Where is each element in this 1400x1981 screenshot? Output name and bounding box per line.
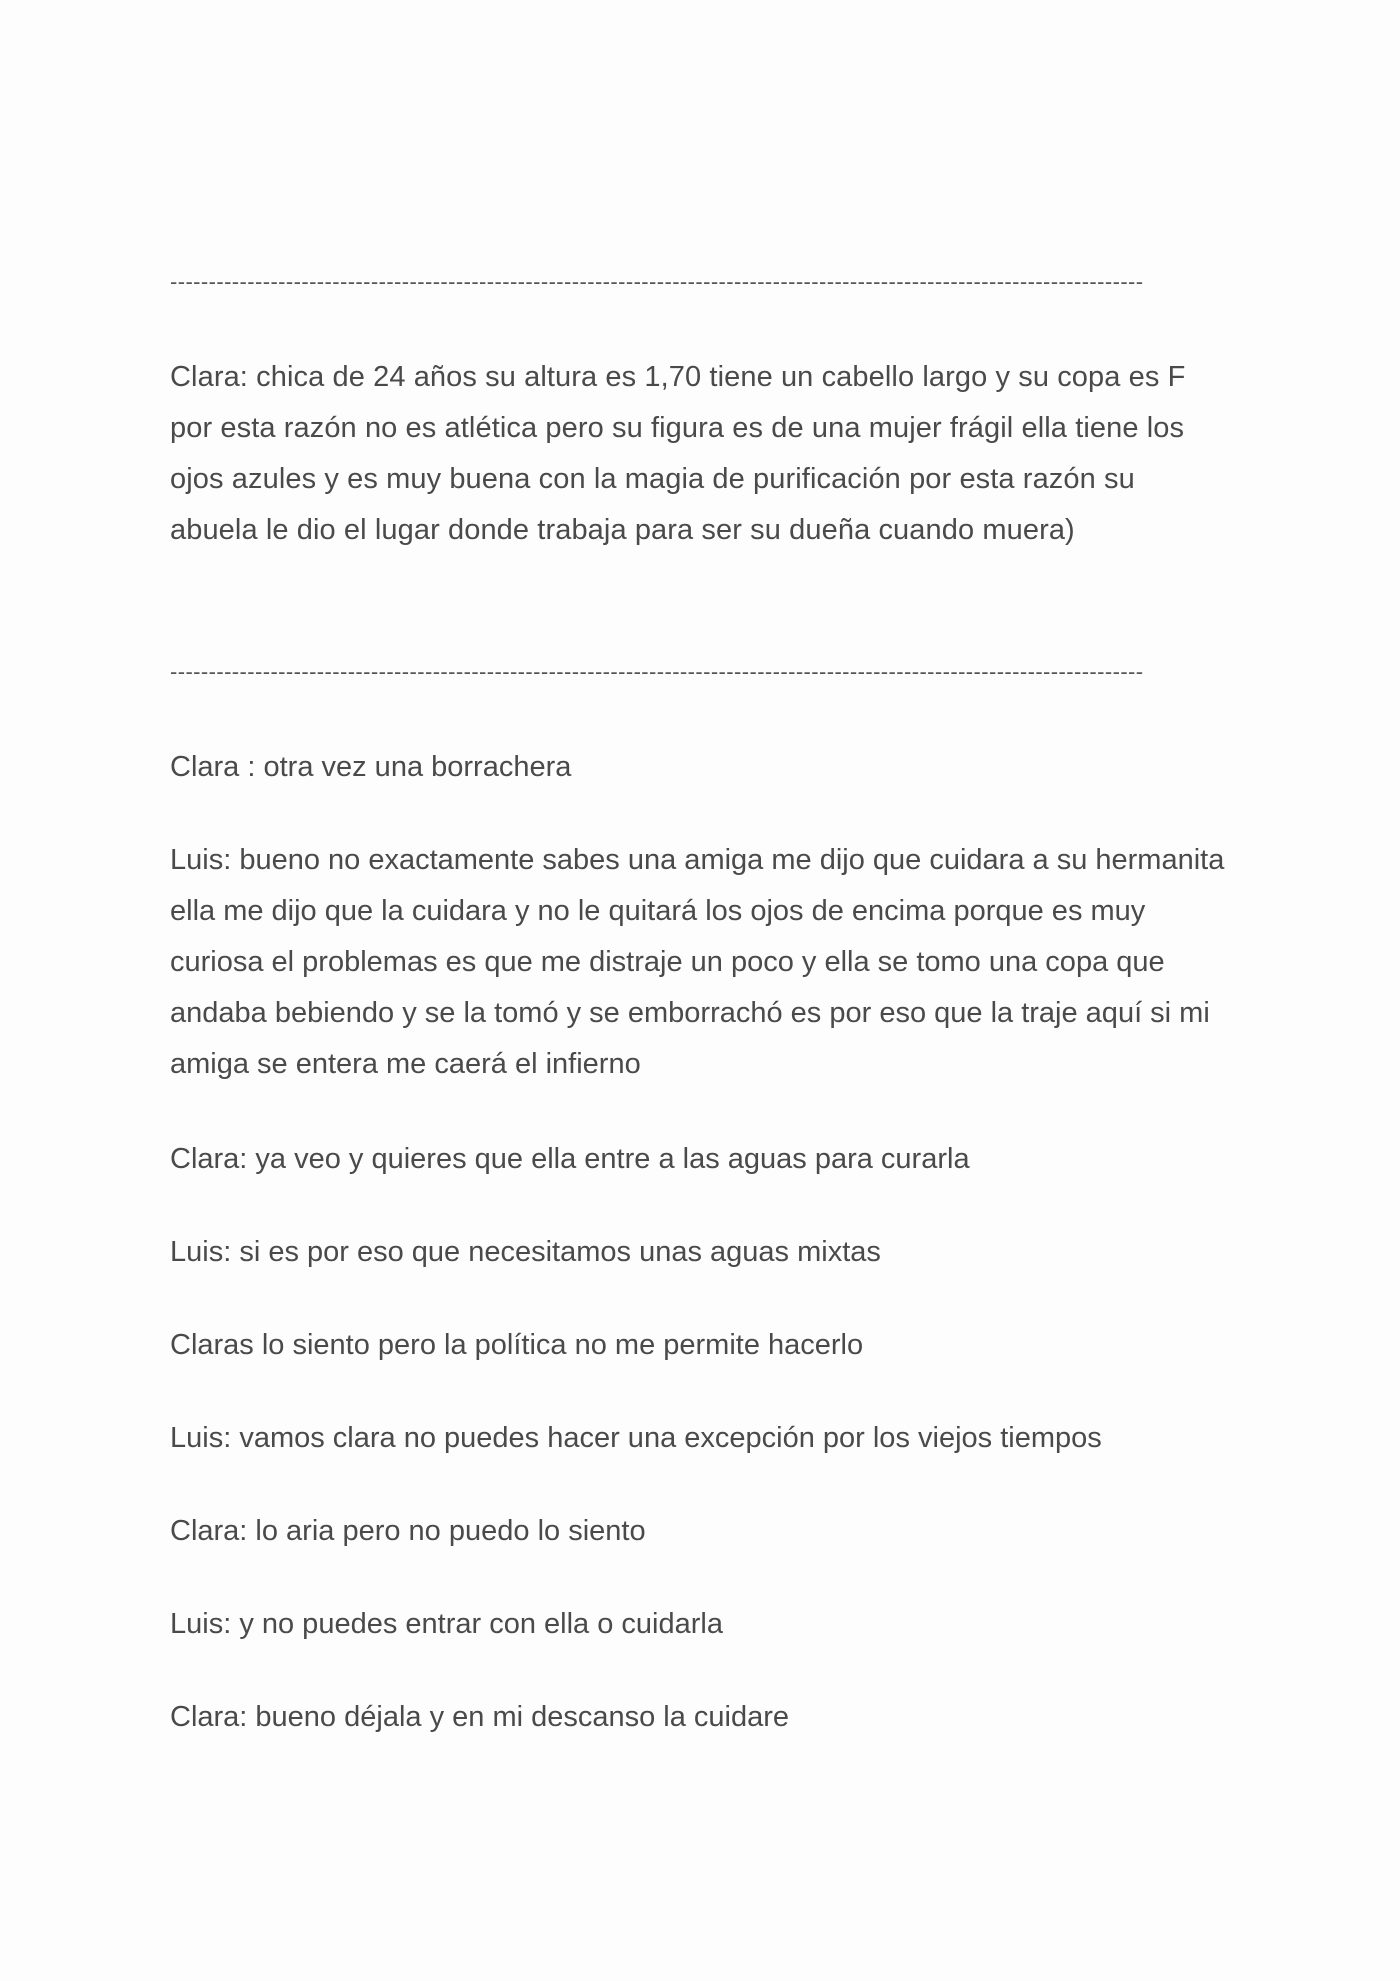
character-description: Clara: chica de 24 años su altura es 1,70 tiene un cabello largo y su copa es F por esta razón no es atlética pero su figura es de una mujer frágil ella tiene los ojos azules y es muy buena con la magia de purificación por esta razón su abuela le dio el lugar donde trabaja para ser su dueña cuando muera) — [170, 361, 1186, 546]
dialogue-line: Luis: bueno no exactamente sabes una amiga me dijo que cuidara a su hermanita ella me dijo que la cuidara y no le quitará los ojos de encima porque es muy curiosa el problemas es que me distraje un poco y ella se tomo una copa que andaba bebiendo y se la tomó y se emborrachó es por eso que la traje aquí si mi amiga se entera me caerá el infierno — [170, 844, 1225, 1080]
dialogue-line: Luis: vamos clara no puedes hacer una excepción por los viejos tiempos — [170, 1422, 1102, 1454]
dialogue-line: Clara: lo aria pero no puedo lo siento — [170, 1515, 646, 1547]
dialogue-line: Claras lo siento pero la política no me permite hacerlo — [170, 1329, 864, 1361]
dialogue-line: Clara: bueno déjala y en mi descanso la cuidare — [170, 1701, 790, 1733]
dialogue-line: Clara : otra vez una borrachera — [170, 751, 572, 783]
dialogue-line: Luis: y no puedes entrar con ella o cuidarla — [170, 1608, 723, 1640]
divider-line-bottom: ------------------------------------------------------------------------------------------------------------------------------ — [170, 662, 1144, 682]
dialogue-line: Clara: ya veo y quieres que ella entre a las aguas para curarla — [170, 1143, 970, 1175]
dialogue-line: Luis: si es por eso que necesitamos unas aguas mixtas — [170, 1236, 881, 1268]
divider-line-top: ------------------------------------------------------------------------------------------------------------------------------ — [170, 272, 1144, 292]
